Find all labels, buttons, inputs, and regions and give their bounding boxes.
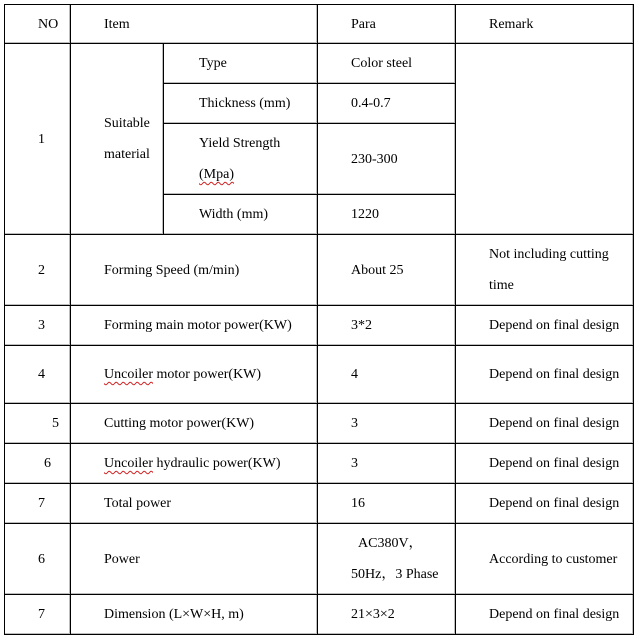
spellcheck-underlined-word: Uncoiler bbox=[104, 367, 153, 382]
row-para: About 25 bbox=[318, 235, 456, 306]
row-para bbox=[318, 524, 456, 595]
row-remark: According to customer bbox=[456, 524, 634, 595]
row-para: 4 bbox=[318, 346, 456, 404]
row-para: 16 bbox=[318, 484, 456, 524]
header-no: NO bbox=[5, 5, 71, 44]
sub-label: Width (mm) bbox=[164, 195, 318, 235]
sub-label-yield-strength bbox=[164, 124, 318, 195]
row-item: Forming Speed (m/min) bbox=[71, 235, 318, 306]
row-item: Cutting motor power(KW) bbox=[71, 404, 318, 444]
row-para: 3*2 bbox=[318, 306, 456, 346]
row-remark: Depend on final design bbox=[456, 484, 634, 524]
row-item bbox=[71, 346, 318, 404]
table-header-row bbox=[5, 5, 634, 44]
sub-value: 1220 bbox=[318, 195, 456, 235]
table-row bbox=[5, 306, 634, 346]
item-line: Suitable bbox=[104, 116, 150, 131]
row-para: 21×3×2 bbox=[318, 595, 456, 635]
spellcheck-underlined-word: (Mpa) bbox=[199, 167, 234, 182]
row-no: 4 bbox=[5, 346, 71, 404]
table-row bbox=[5, 444, 634, 484]
remark-line: Not including cutting bbox=[489, 247, 609, 262]
sub-value: Color steel bbox=[318, 44, 456, 84]
specification-table bbox=[4, 4, 634, 635]
row-no: 6 bbox=[5, 444, 71, 484]
row-remark bbox=[456, 235, 634, 306]
row-para: 3 bbox=[318, 404, 456, 444]
row-no: 5 bbox=[5, 404, 71, 444]
table-row bbox=[5, 524, 634, 595]
row-remark bbox=[456, 44, 634, 235]
sub-label-line bbox=[199, 159, 317, 190]
row-remark: Depend on final design bbox=[456, 595, 634, 635]
header-para: Para bbox=[318, 5, 456, 44]
table-row bbox=[5, 404, 634, 444]
row-no: 7 bbox=[5, 484, 71, 524]
sub-value: 230-300 bbox=[318, 124, 456, 195]
item-line: material bbox=[104, 147, 150, 162]
row-no: 3 bbox=[5, 306, 71, 346]
row-item: Dimension (L×W×H, m) bbox=[71, 595, 318, 635]
table-row bbox=[5, 484, 634, 524]
row-no: 6 bbox=[5, 524, 71, 595]
para-line: AC380V， bbox=[358, 536, 423, 551]
spellcheck-underlined-word: Uncoiler bbox=[104, 456, 153, 471]
remark-line: time bbox=[489, 278, 514, 293]
row-item: Total power bbox=[71, 484, 318, 524]
table-row bbox=[5, 44, 634, 84]
sub-label: Type bbox=[164, 44, 318, 84]
table-row bbox=[5, 346, 634, 404]
row-no: 1 bbox=[5, 44, 71, 235]
sub-value: 0.4-0.7 bbox=[318, 84, 456, 124]
sub-label: Thickness (mm) bbox=[164, 84, 318, 124]
item-text: motor power(KW) bbox=[152, 367, 262, 382]
row-item bbox=[71, 444, 318, 484]
para-line: 50Hz，3 Phase bbox=[351, 567, 439, 582]
table-row bbox=[5, 595, 634, 635]
row-item-suitable-material bbox=[71, 44, 164, 235]
header-remark: Remark bbox=[456, 5, 634, 44]
row-remark: Depend on final design bbox=[456, 404, 634, 444]
row-remark: Depend on final design bbox=[456, 346, 634, 404]
table-row bbox=[5, 235, 634, 306]
row-remark: Depend on final design bbox=[456, 306, 634, 346]
row-para: 3 bbox=[318, 444, 456, 484]
item-text: hydraulic power(KW) bbox=[152, 456, 281, 471]
row-remark: Depend on final design bbox=[456, 444, 634, 484]
header-item: Item bbox=[71, 5, 318, 44]
row-no: 7 bbox=[5, 595, 71, 635]
row-item: Forming main motor power(KW) bbox=[71, 306, 318, 346]
row-no: 2 bbox=[5, 235, 71, 306]
sub-label-line: Yield Strength bbox=[199, 136, 281, 151]
row-item: Power bbox=[71, 524, 318, 595]
